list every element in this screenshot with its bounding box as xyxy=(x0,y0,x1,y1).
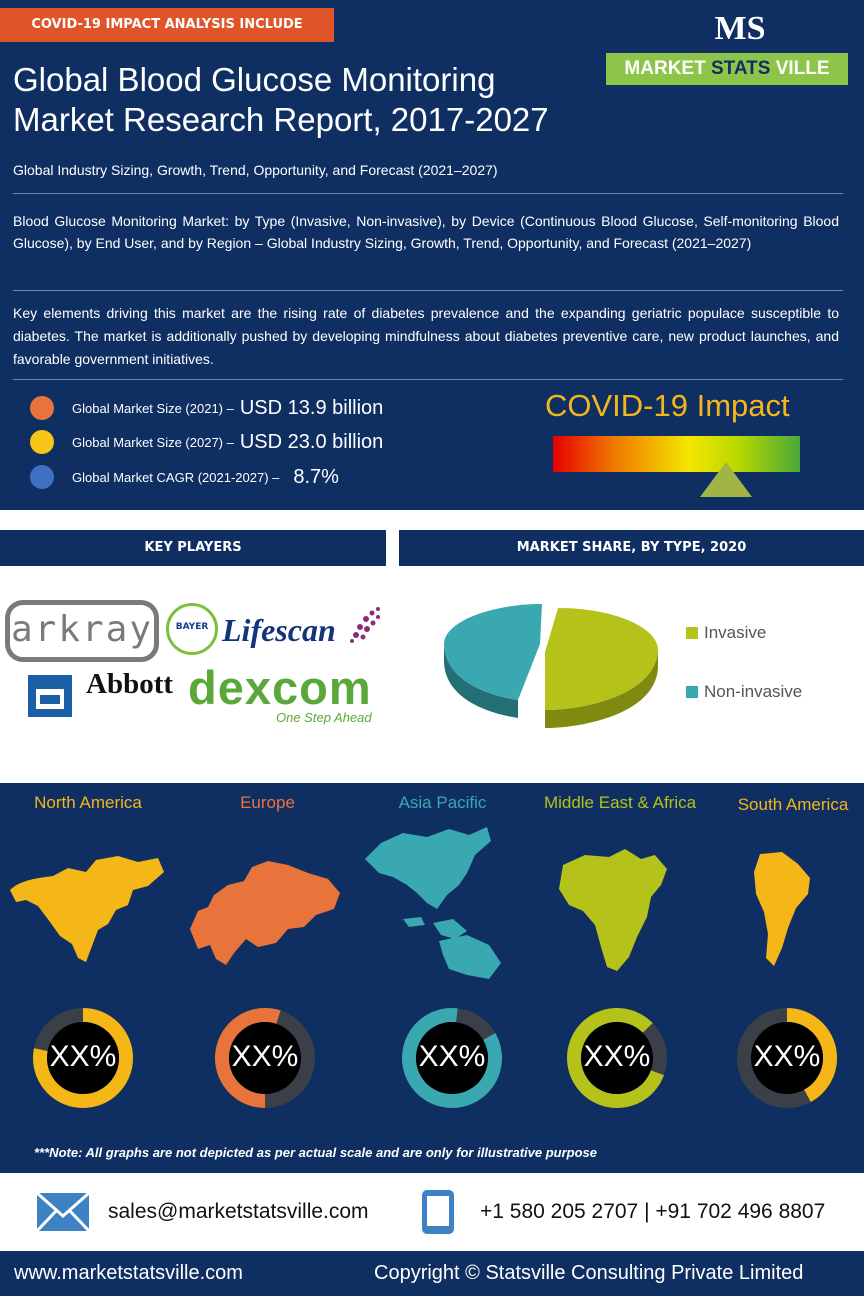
stat-label: Global Market CAGR (2021-2027) – xyxy=(72,469,280,485)
logo-text-1: MARKET xyxy=(624,58,711,79)
covid-impact-title: COVID-19 Impact xyxy=(545,388,790,423)
logo-text-3: VILLE xyxy=(770,58,830,79)
legend-item-noninvasive xyxy=(686,682,802,702)
legend-label: Non-invasive xyxy=(704,682,803,701)
dexcom-tagline: One Step Ahead xyxy=(276,710,372,725)
europe-map-icon xyxy=(188,855,343,967)
contact-phone[interactable]: +1 580 205 2707 | +91 702 496 8807 xyxy=(480,1200,826,1223)
stat-market-size-2021 xyxy=(30,393,383,423)
region-name-europe: Europe xyxy=(240,793,295,812)
north-america-map-icon xyxy=(8,850,166,970)
region-name-mea: Middle East & Africa xyxy=(543,793,697,812)
market-share-pie-chart xyxy=(440,600,665,730)
donut-value-europe: XX% xyxy=(231,1040,299,1073)
orange-dot-icon xyxy=(30,396,54,420)
blue-dot-icon xyxy=(30,465,54,489)
stat-label: Global Market Size (2021) – xyxy=(72,400,234,416)
arkray-text: arkray xyxy=(10,609,154,650)
legend-swatch xyxy=(686,686,698,698)
logo[interactable] xyxy=(606,53,848,85)
abbott-icon xyxy=(24,673,76,719)
legend-swatch xyxy=(686,627,698,639)
gauge-pointer-icon xyxy=(700,462,752,497)
donut-value-south-america: XX% xyxy=(753,1040,821,1073)
legend-item-invasive xyxy=(686,623,766,643)
region-name-north-america: North America xyxy=(34,793,142,812)
abbott-logo: Abbott xyxy=(86,668,174,700)
stat-label: Global Market Size (2027) – xyxy=(72,434,234,450)
key-players-header: KEY PLAYERS xyxy=(0,530,386,566)
page-subtitle: Global Industry Sizing, Growth, Trend, Opportunity, and Forecast (2021–2027) xyxy=(13,162,498,178)
south-america-map-icon xyxy=(752,850,814,970)
donut-value-mea: XX% xyxy=(583,1040,651,1073)
covid-impact-gauge xyxy=(553,436,800,472)
divider xyxy=(13,193,843,194)
bayer-logo xyxy=(166,603,218,655)
market-description: Blood Glucose Monitoring Market: by Type (Invasive, Non-invasive), by Device (Continuous Blood Glucose, Self-monitoring Blood Glucose), by End User, and by Region – Global Industry Sizing, Growth, Trend, Opportunity, and Forecast (2021–2027) xyxy=(13,213,839,251)
stat-value: USD 13.9 billion xyxy=(239,396,384,419)
covid-banner: COVID-19 IMPACT ANALYSIS INCLUDE xyxy=(0,8,334,42)
market-share-header: MARKET SHARE, BY TYPE, 2020 xyxy=(399,530,864,566)
bayer-text: BAYER xyxy=(175,622,209,632)
logo-text-2: STATS xyxy=(710,58,771,79)
dexcom-logo: dexcom xyxy=(188,661,372,714)
yellow-dot-icon xyxy=(30,430,54,454)
region-name-south-america: South America xyxy=(737,795,849,814)
lifescan-dots-icon xyxy=(348,605,382,645)
lifescan-logo: Lifescan xyxy=(222,612,336,648)
disclaimer-note: ***Note: All graphs are not depicted as per actual scale and are only for illustrative purpose xyxy=(34,1145,598,1160)
stat-market-cagr xyxy=(30,462,339,492)
region-name-asia-pacific: Asia Pacific xyxy=(398,793,487,812)
email-icon xyxy=(36,1192,90,1232)
arkray-logo xyxy=(5,600,159,662)
divider xyxy=(13,290,843,291)
logo-mark: MS xyxy=(714,10,766,47)
stat-value: USD 23.0 billion xyxy=(239,430,384,453)
footer-website-link[interactable]: www.marketstatsville.com xyxy=(14,1262,243,1284)
stat-value: 8.7% xyxy=(293,465,339,488)
phone-icon xyxy=(420,1188,456,1236)
donut-value-asia-pacific: XX% xyxy=(418,1040,486,1073)
contact-email[interactable]: sales@marketstatsville.com xyxy=(108,1200,369,1223)
legend-label: Invasive xyxy=(704,623,767,642)
mea-map-icon xyxy=(555,845,675,975)
stat-market-size-2027 xyxy=(30,427,383,457)
divider xyxy=(13,379,843,380)
footer-copyright: Copyright © Statsville Consulting Private Limited xyxy=(374,1262,804,1284)
market-drivers: Key elements driving this market are the rising rate of diabetes prevalence and the expanding geriatric populace susceptible to diabetes. The market is additionally pushed by developing mindfulness about diabetes preventive care, new product launches, and favorable government initiatives. xyxy=(13,305,839,367)
asia-pacific-map-icon xyxy=(363,823,505,983)
donut-value-north-america: XX% xyxy=(49,1040,117,1073)
page-title: Global Blood Glucose Monitoring Market Research Report, 2017-2027 xyxy=(13,61,549,138)
